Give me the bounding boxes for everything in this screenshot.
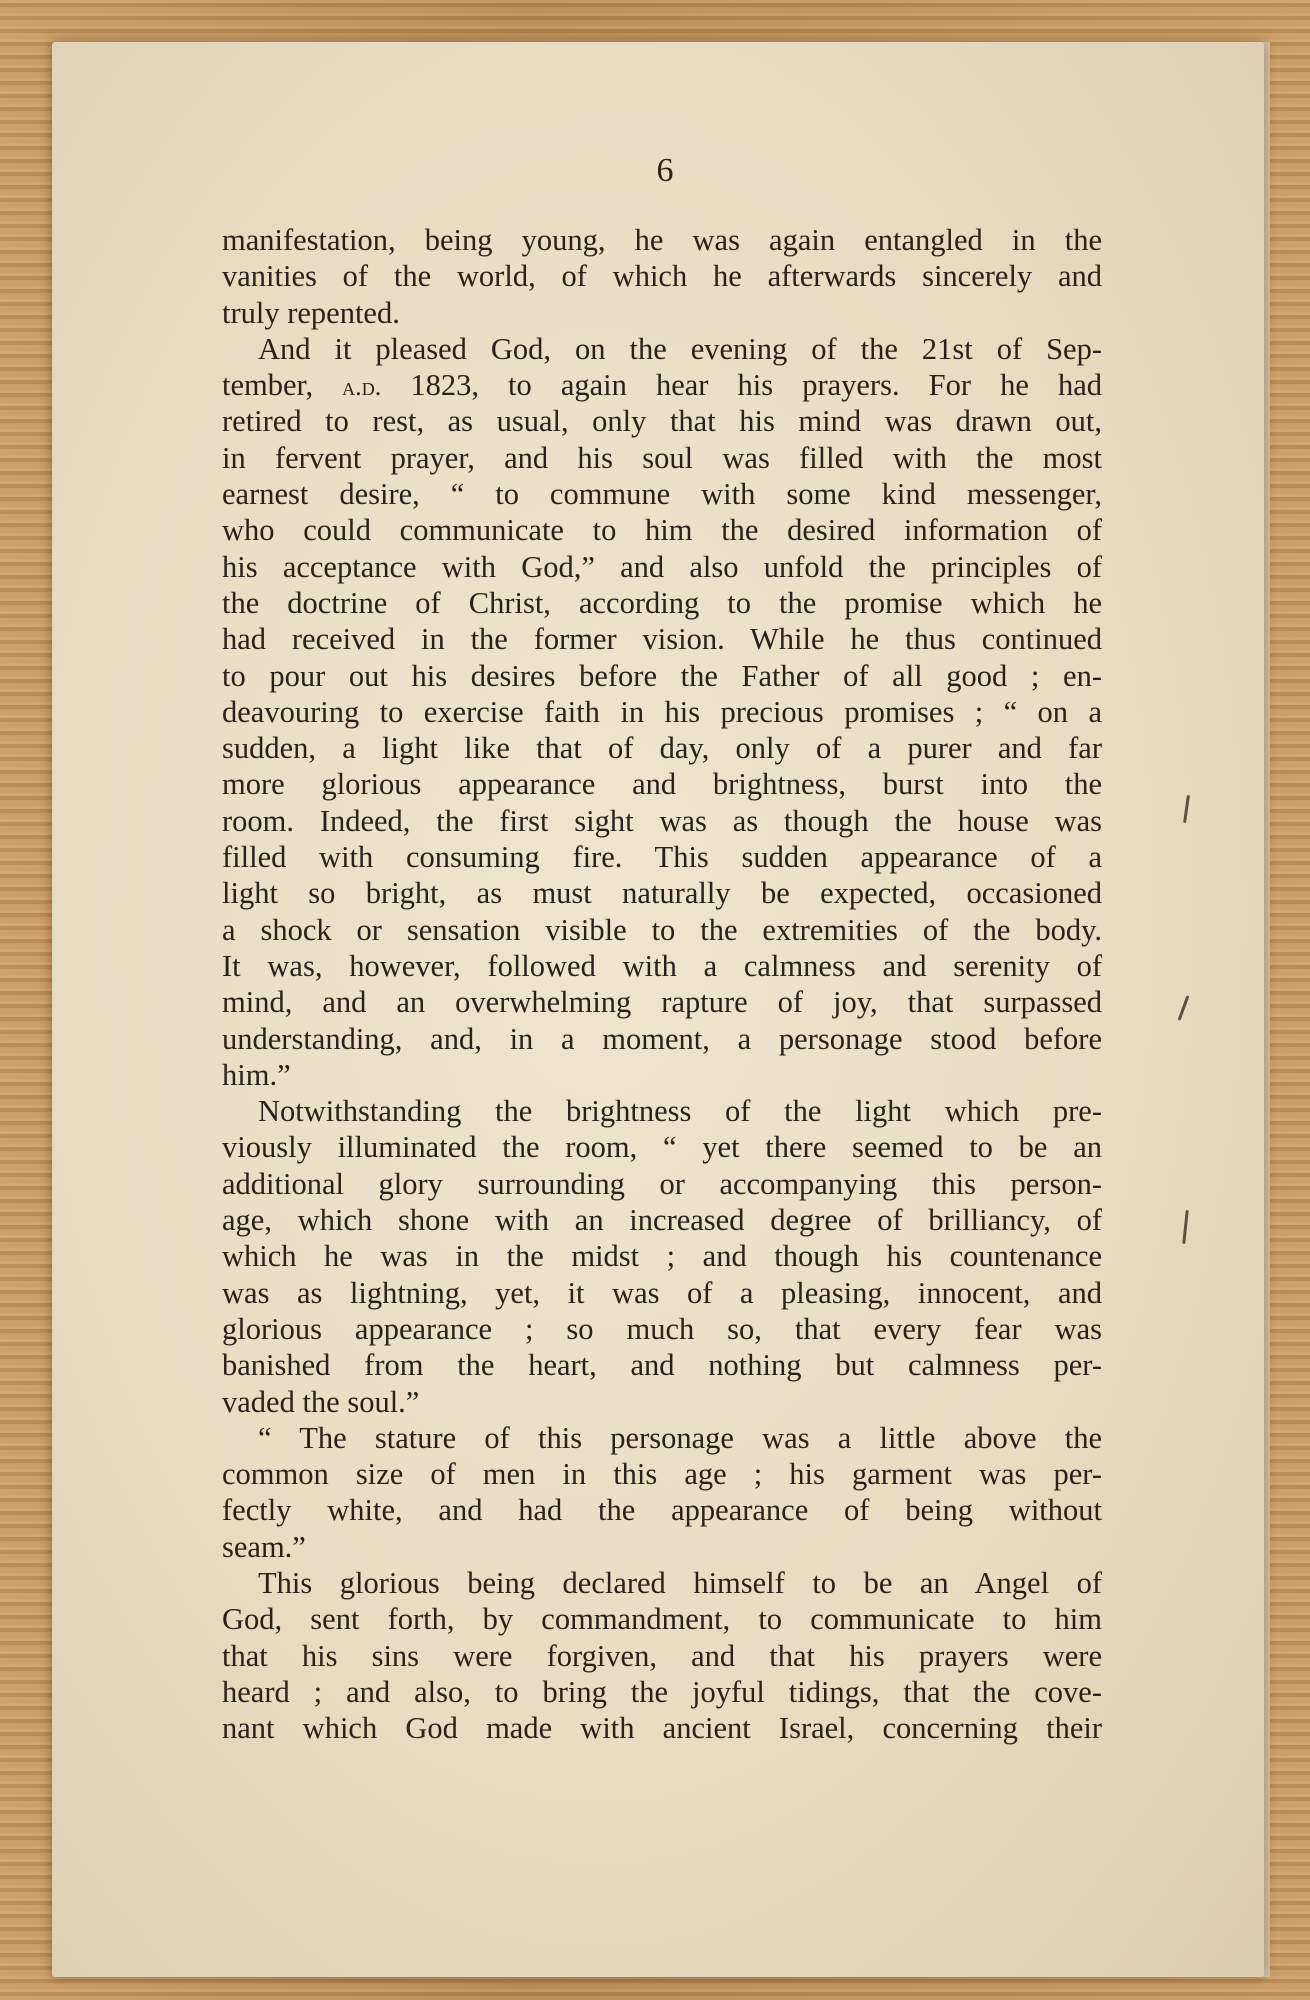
page-number: 6 (656, 152, 674, 189)
text-line: the doctrine of Christ, according to the promise which he (222, 585, 1102, 620)
text-line: age, which shone with an increased degree of brilliancy, of (222, 1203, 1102, 1238)
text-line: nant which God made with ancient Israel, concerning their (222, 1711, 1102, 1746)
text-line: room. Indeed, the first sight was as though the house was (222, 803, 1102, 838)
text-line: was as lightning, yet, it was of a pleasing, innocent, and (222, 1275, 1102, 1310)
text-line: truly repented. (222, 295, 400, 330)
text-line: banished from the heart, and nothing but calmness per- (222, 1348, 1102, 1383)
text-line: his acceptance with God,” and also unfold the principles of (222, 549, 1102, 584)
text-line: It was, however, followed with a calmness and serenity of (222, 948, 1102, 983)
text-line: deavouring to exercise faith in his precious promises ; “ on a (222, 694, 1102, 729)
text-line: tember, a.d. 1823, to again hear his prayers. For he had (222, 368, 1102, 403)
text-line: that his sins were forgiven, and that his prayers were (222, 1638, 1102, 1673)
text-line: him.” (222, 1057, 291, 1092)
text-line: viously illuminated the room, “ yet there seemed to be an (222, 1130, 1102, 1165)
text-line: fectly white, and had the appearance of being without (222, 1493, 1102, 1528)
text-line: understanding, and, in a moment, a personage stood before (222, 1021, 1102, 1056)
text-line: a shock or sensation visible to the extremities of the body. (222, 912, 1102, 947)
text-line: to pour out his desires before the Father of all good ; en- (222, 658, 1102, 693)
text-line: glorious appearance ; so much so, that every fear was (222, 1311, 1102, 1346)
text-line: seam.” (222, 1529, 306, 1564)
text-line: additional glory surrounding or accompanying this person- (222, 1166, 1102, 1201)
page-body-text (222, 222, 1102, 1746)
text-line: Notwithstanding the brightness of the light which pre- (258, 1094, 1102, 1129)
text-line: filled with consuming fire. This sudden appearance of a (222, 840, 1102, 875)
text-line: earnest desire, “ to commune with some kind messenger, (222, 477, 1102, 512)
text-line: had received in the former vision. While he thus continued (222, 622, 1102, 657)
text-line: And it pleased God, on the evening of the 21st of Sep- (258, 331, 1102, 366)
text-line: in fervent prayer, and his soul was filled with the most (222, 440, 1102, 475)
text-line: heard ; and also, to bring the joyful tidings, that the cove- (222, 1674, 1102, 1709)
text-line: God, sent forth, by commandment, to communicate to him (222, 1602, 1102, 1637)
text-line: light so bright, as must naturally be expected, occasioned (222, 876, 1102, 911)
text-line: who could communicate to him the desired information of (222, 513, 1102, 548)
text-line: retired to rest, as usual, only that his mind was drawn out, (222, 404, 1102, 439)
text-line: more glorious appearance and brightness, burst into the (222, 767, 1102, 802)
text-line: manifestation, being young, he was again entangled in the (222, 223, 1102, 257)
text-line: vanities of the world, of which he afterwards sincerely and (222, 259, 1102, 294)
text-line: common size of men in this age ; his garment was per- (222, 1457, 1102, 1492)
text-line: sudden, a light like that of day, only of a purer and far (222, 731, 1102, 766)
text-line: This glorious being declared himself to be an Angel of (258, 1565, 1102, 1600)
text-line: vaded the soul.” (222, 1384, 420, 1419)
text-line: which he was in the midst ; and though his countenance (222, 1239, 1102, 1274)
text-line: “ The stature of this personage was a little above the (258, 1420, 1102, 1455)
era-abbreviation: a.d. (342, 372, 382, 402)
text-line: mind, and an overwhelming rapture of joy, that surpassed (222, 985, 1102, 1020)
